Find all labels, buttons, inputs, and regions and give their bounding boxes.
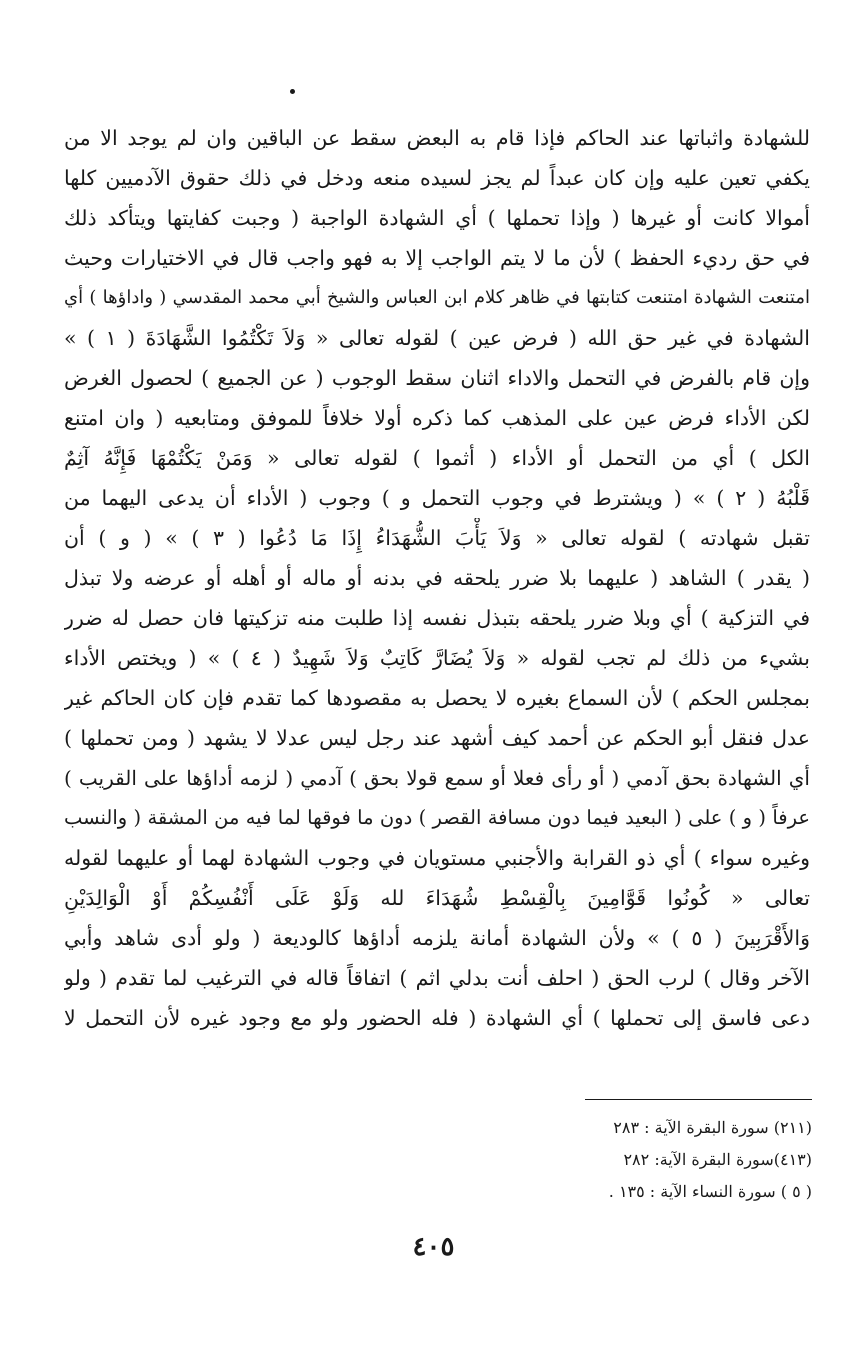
body-line: بمجلس الحكم ) لأن السماع بغيره لا يحصل به مقصودها كما تقدم فإن كان الحاكم غير <box>64 686 810 710</box>
body-line: في التزكية ) أي وبلا ضرر يلحقه بتبذل نفسه إذا طلبت منه تزكيتها فان حصل له ضرر <box>64 606 810 630</box>
body-line: أموالا كانت أو غيرها ( وإذا تحملها ) أي الشهادة الواجبة ( وجبت كفايتها ويتأكد ذلك <box>64 206 810 230</box>
footnote: ( ٥ ) سورة النساء الآية : ١٣٥ . <box>608 1182 812 1201</box>
footnote: (٤١٣)سورة البقرة الآية: ٢٨٢ <box>623 1150 812 1169</box>
body-line: امتنعت الشهادة امتنعت كتابتها في ظاهر كلام ابن العباس والشيخ أبي محمد المقدسي ( واداؤها ) أي <box>64 287 810 308</box>
body-line: وغيره سواء ) أي ذو القرابة والأجنبي مستويان في وجوب الشهادة لهما أو عليهما لقوله <box>64 846 810 870</box>
body-text <box>64 118 810 1038</box>
body-line: بشيء من ذلك لم تجب لقوله « وَلاَ يُضَارَّ كَاتِبٌ وَلاَ شَهِيدٌ ( ٤ ) » ( ويختص الأداء <box>64 646 810 670</box>
body-line: الكل ) أي من التحمل أو الأداء ( أثموا ) لقوله تعالى « وَمَنْ يَكْتُمْهَا فَإِنَّهُ آثِمٌ <box>64 446 810 470</box>
body-line: لكن الأداء فرض عين على المذهب كما ذكره أولا خلافاً للموفق ومتابعيه ( وان امتنع <box>64 406 810 430</box>
body-line: الآخر وقال ) لرب الحق ( احلف أنت بدلي اثم ) اتفاقاً قاله في الترغيب لما تقدم ( ولو <box>64 966 810 990</box>
body-line: أي الشهادة بحق آدمي ( أو رأى فعلا أو سمع قولا بحق ) آدمي ( لزمه أداؤها على القريب ) <box>64 766 810 790</box>
body-line: عدل فنقل أبو الحكم عن أحمد كيف أشهد عند رجل ليس عدلا لا يشهد ( ومن تحملها ) <box>64 726 810 750</box>
footnotes <box>540 1112 812 1208</box>
body-line: عرفاً ( و ) على ( البعيد فيما دون مسافة القصر ) دون ما فوقها لما فيه من المشقة ( والنسب <box>64 806 810 829</box>
page-dot <box>290 89 295 94</box>
body-line: قَلْبُهُ ( ٢ ) » ( ويشترط في وجوب التحمل و ) وجوب ( الأداء أن يدعى اليهما من <box>64 486 810 510</box>
body-line: وَالأَقْرَبِينَ ( ٥ ) » ولأن الشهادة أمانة يلزمه أداؤها كالوديعة ( ولو أدى شاهد وأبي <box>64 926 810 950</box>
footnote-divider <box>585 1099 812 1100</box>
body-line: الشهادة في غير حق الله ( فرض عين ) لقوله تعالى « وَلاَ تَكْتُمُوا الشَّهَادَةَ ( ١ ) » <box>64 326 810 350</box>
body-line: يكفي تعين عليه وإن كان عبداً لم يجز لسيده منعه ودخل في ذلك حقوق الآدميين كلها <box>64 166 810 190</box>
body-line: تعالى « كُونُوا قَوَّامِينَ بِالْقِسْطِ شُهَدَاءَ لله وَلَوْ عَلَى أَنْفُسِكُمْ أَوْ الْوَالِدَيْنِ <box>64 886 810 910</box>
body-line: للشهادة واثباتها عند الحاكم فإذا قام به البعض سقط عن الباقين وان لم يوجد الا من <box>64 126 810 150</box>
body-line: تقبل شهادته ) لقوله تعالى « وَلاَ يَأْبَ الشُّهَدَاءُ إِذَا مَا دُعُوا ( ٣ ) » ( و ) أن <box>64 526 810 550</box>
body-line: في حق رديء الحفظ ) لأن ما لا يتم الواجب إلا به فهو واجب قال في الاختيارات وحيث <box>64 246 810 270</box>
footnote: (٢١١) سورة البقرة الآية : ٢٨٣ <box>613 1118 812 1137</box>
page-number: ٤٠٥ <box>412 1232 455 1262</box>
body-line: دعى فاسق إلى تحملها ) أي الشهادة ( فله الحضور ولو مع وجود غيره لأن التحمل لا <box>64 1006 810 1030</box>
body-line: وإن قام بالفرض في التحمل والاداء اثنان سقط الوجوب ( عن الجميع ) لحصول الغرض <box>64 366 810 390</box>
body-line: ( يقدر ) الشاهد ( عليهما بلا ضرر يلحقه في بدنه أو ماله أو أهله أو عرضه ولا تبذل <box>64 566 810 590</box>
